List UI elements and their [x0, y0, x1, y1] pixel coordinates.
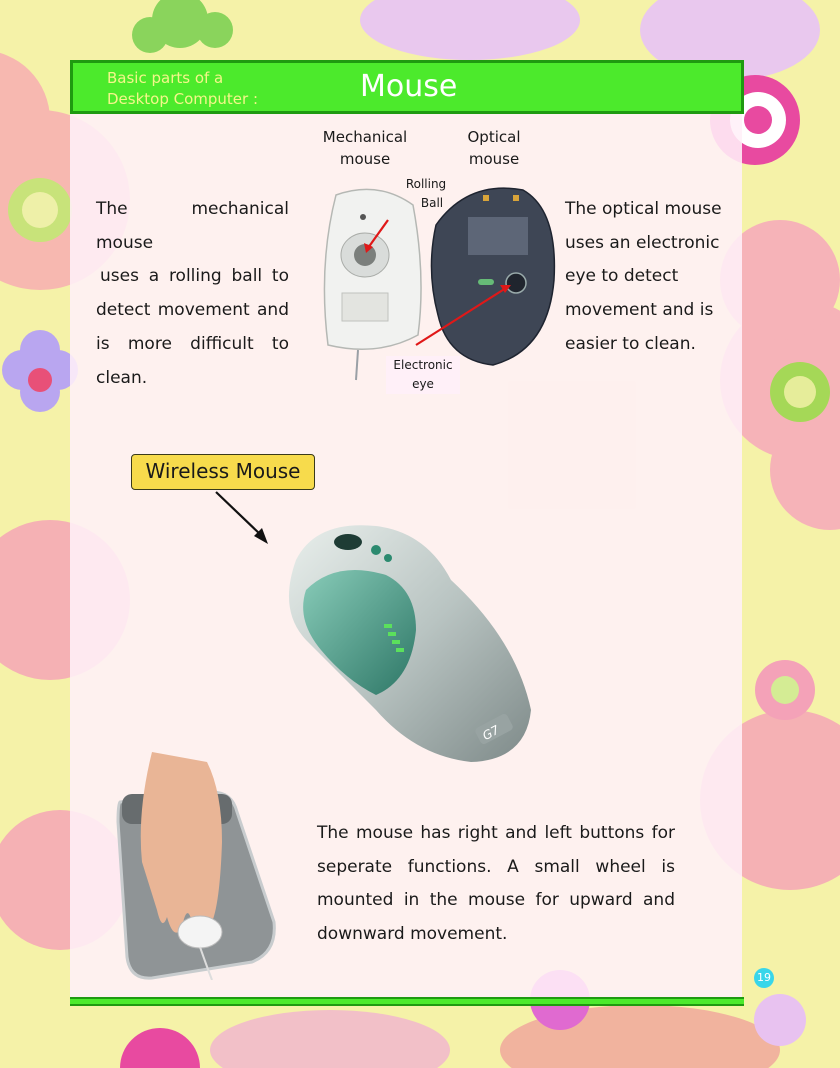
wireless-mouse-photo: [276, 520, 538, 766]
header-subtitle: [107, 68, 307, 110]
text-line: uses a rolling ball to: [100, 266, 289, 287]
text-line: The optical mouse: [565, 199, 722, 219]
text-line: detect movement and: [96, 300, 289, 321]
small-mouse: [178, 916, 222, 948]
page-number-badge: 19: [754, 968, 774, 988]
subtitle-line-2: Desktop Computer :: [107, 90, 259, 108]
wireless-arrow: [210, 490, 280, 550]
caption-electronic-eye: [386, 356, 460, 394]
hand-mouse-photo: [112, 752, 278, 980]
caption-mechanical-mouse: [315, 126, 415, 170]
mechanical-description: [96, 193, 289, 395]
optical-mouse-body: [431, 188, 554, 365]
optical-label: [468, 217, 528, 255]
text-line: uses an electronic: [565, 232, 720, 253]
wireless-mouse-side-grip: [303, 570, 416, 695]
caption-line: mouse: [468, 150, 520, 168]
subtitle-line-1: Basic parts of a: [107, 69, 224, 87]
text-line: eye to detect: [565, 266, 679, 287]
page-title: Mouse: [360, 69, 458, 104]
text-line: seperate functions. A small wheel is: [317, 856, 675, 877]
text-line: The mechanical mouse: [96, 199, 289, 253]
text-line: easier to clean.: [565, 333, 696, 354]
footer-bar: [70, 997, 744, 1006]
text-line: movement and is: [565, 300, 714, 321]
mechanical-optical-mouse-photo: [318, 185, 564, 385]
text-line: is more difficult to: [96, 333, 289, 354]
electronic-eye: [506, 273, 526, 293]
mechanical-label: [342, 293, 388, 321]
caption-line: Ball: [420, 196, 444, 210]
caption-line: Rolling: [405, 177, 447, 191]
text-line: clean.: [96, 367, 148, 388]
text-line: The mouse has right and left buttons for: [317, 823, 675, 843]
text-line: downward movement.: [317, 924, 508, 945]
scroll-wheel: [334, 534, 362, 550]
caption-line: Electronic: [393, 358, 453, 372]
caption-rolling-ball: [396, 175, 456, 213]
optical-description: [565, 193, 735, 362]
page-header: [70, 60, 744, 114]
caption-line: mouse: [339, 150, 391, 168]
buttons-description: [317, 817, 675, 952]
mouse-cable: [356, 350, 358, 380]
caption-line: eye: [412, 377, 434, 391]
caption-line: Optical: [467, 128, 521, 146]
mouse-brand-label: G7: [480, 722, 502, 744]
wireless-mouse-label: Wireless Mouse: [131, 454, 315, 490]
caption-optical-mouse: [450, 126, 538, 170]
text-line: mounted in the mouse for upward and: [317, 890, 675, 911]
caption-line: Mechanical: [322, 128, 408, 146]
